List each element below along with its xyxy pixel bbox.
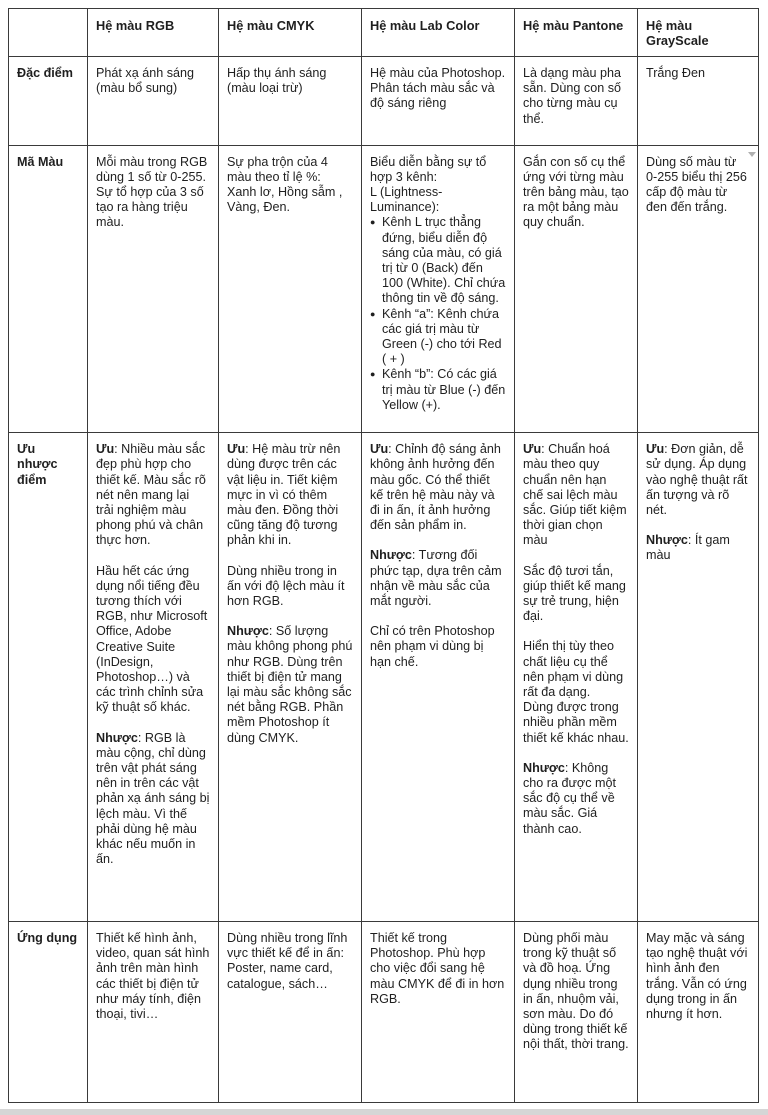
table-row-applications [9, 921, 759, 1102]
cell-paragraph [523, 564, 629, 625]
paragraph-text: Dùng số màu từ 0-255 biểu thị 256 cấp độ màu từ đen đến trắng. [646, 154, 747, 215]
paragraph-text: Dùng phối màu trong kỹ thuật số và đồ hoạ. Ứng dụng nhiều trong in ấn, nhuộm vải, sơn màu. Do đó dùng trong thiết kế nội thất, thời trang. [523, 930, 629, 1052]
paragraph-text: : Ít gam màu [646, 533, 730, 563]
cell-paragraph [646, 533, 750, 563]
cell-paragraph [646, 66, 750, 81]
row-label-features: Đặc điểm [9, 57, 88, 146]
cell-paragraph [370, 155, 506, 185]
cell-paragraph [227, 564, 353, 610]
cell-paragraph [227, 624, 353, 746]
cell-paragraph [96, 442, 210, 548]
paragraph-text: : RGB là màu cộng, chỉ dùng trên vật phát sáng nên in trên các vật phản xạ ánh sáng bị lệch màu. Vì thế phải dùng hệ màu khác nếu muốn in ấn. [96, 730, 210, 867]
paragraph-text: Gắn con số cụ thể ứng với từng màu trên bảng màu, tạo ra một bảng màu quy chuẩn. [523, 154, 629, 230]
cell-paragraph [523, 931, 629, 1053]
label-strong: Ưu [96, 442, 115, 457]
cell-color-code-grayscale [638, 145, 759, 433]
cell-paragraph [227, 442, 353, 548]
paragraph-text-continued: Dùng được trong nhiều phần mềm thiết kế khác nhau. [523, 700, 629, 745]
cell-applications-pantone [515, 921, 638, 1102]
paragraph-text: Hệ màu của Photoshop. Phân tách màu sắc và độ sáng riêng [370, 66, 506, 111]
bullet-item: ● Kênh “b”: Có các giá trị màu từ Blue (-) đến Yellow (+). [370, 367, 506, 413]
cell-features-cmyk [219, 57, 362, 146]
cell-paragraph [370, 624, 506, 670]
cell-color-code-lab-color [362, 145, 515, 433]
cell-paragraph [370, 442, 506, 533]
cell-paragraph [370, 931, 506, 1007]
cell-paragraph [96, 731, 210, 868]
cell-pros-cons-pantone [515, 433, 638, 922]
header-pantone: Hệ màu Pantone [515, 9, 638, 57]
cell-paragraph [96, 155, 210, 231]
label-strong: Nhược [227, 624, 269, 639]
cell-pros-cons-rgb [88, 433, 219, 922]
header-lab-color: Hệ màu Lab Color [362, 9, 515, 57]
label-strong: Nhược [523, 760, 565, 775]
label-strong: Nhược [370, 548, 412, 563]
row-label-color-code: Mã Màu [9, 145, 88, 433]
cell-paragraph [646, 442, 750, 518]
label-strong: Nhược [646, 533, 688, 548]
cell-color-code-rgb [88, 145, 219, 433]
header-row [9, 9, 759, 57]
paragraph-text: Hấp thụ ánh sáng (màu loại trừ) [227, 66, 327, 96]
paragraph-text: Sắc độ tươi tắn, giúp thiết kế mang sự trẻ trung, hiện đại. [523, 563, 626, 624]
cell-applications-grayscale [638, 921, 759, 1102]
label-strong: Nhược [96, 730, 138, 745]
header-corner [9, 9, 88, 57]
header-grayscale: Hệ màu GrayScale [638, 9, 759, 57]
bullet-item: ● Kênh L trục thẳng đứng, biểu diễn độ sáng của màu, có giá trị từ 0 (Back) đến 100 (White). Chỉ chứa thông tin về độ sáng. [370, 215, 506, 306]
cell-paragraph [523, 66, 629, 127]
paragraph-text: Thiết kế trong Photoshop. Phù hợp cho việc đổi sang hệ màu CMYK để đi in hơn RGB. [370, 930, 505, 1006]
cell-applications-lab-color [362, 921, 515, 1102]
paragraph-text: Biểu diễn bằng sự tổ hợp 3 kênh: [370, 154, 487, 184]
paragraph-text: Hiển thị tùy theo chất liệu cụ thể nên phạm vi dùng rất đa dạng. [523, 639, 624, 699]
cell-pros-cons-grayscale [638, 433, 759, 922]
paragraph-text: Mỗi màu trong RGB dùng 1 số từ 0-255. Sự tổ hợp của 3 số tạo ra hàng triệu màu. [96, 154, 208, 230]
cell-paragraph [370, 66, 506, 112]
cell-features-grayscale [638, 57, 759, 146]
cell-paragraph [523, 155, 629, 231]
cell-paragraph [96, 66, 210, 96]
header-cmyk: Hệ màu CMYK [219, 9, 362, 57]
paragraph-text: Thiết kế hình ảnh, video, quan sát hình ảnh trên màn hình các thiết bị điện tử như máy tính, điện thoại, tivi… [96, 930, 210, 1021]
table-row-pros-cons [9, 433, 759, 922]
paragraph-text: L (Lightness-Luminance): [370, 184, 443, 215]
paragraph-text: Phát xạ ánh sáng (màu bổ sung) [96, 66, 195, 96]
label-strong: Ưu [370, 442, 389, 457]
paragraph-text: : Chỉnh độ sáng ảnh không ảnh hưởng đến màu gốc. Có thể thiết kế trên hệ màu này và đi in ấn, ít ảnh hưởng đến sản phẩm in. [370, 442, 501, 533]
header-rgb: Hệ màu RGB [88, 9, 219, 57]
cell-applications-rgb [88, 921, 219, 1102]
paragraph-text: : Đơn giản, dễ sử dụng. Áp dụng vào nghệ thuật rất ấn tượng và rõ nét. [646, 442, 748, 517]
cell-paragraph [227, 155, 353, 216]
cell-dropdown-arrow-icon[interactable] [748, 152, 756, 157]
row-label-pros-cons: Ưu nhược điểm [9, 433, 88, 922]
cell-pros-cons-cmyk [219, 433, 362, 922]
paragraph-text: : Tương đối phức tạp, dựa trên cảm nhận về màu sắc của mắt người. [370, 548, 502, 608]
cell-paragraph [646, 931, 750, 1022]
bullet-item: ● Kênh “a”: Kênh chứa các giá trị màu từ Green (-) cho tới Red ( + ) [370, 307, 506, 368]
cell-paragraph [96, 564, 210, 716]
cell-pros-cons-lab-color [362, 433, 515, 922]
cell-paragraph [523, 761, 629, 837]
color-model-comparison-table [8, 8, 759, 1103]
bottom-scrollbar-edge [0, 1109, 768, 1115]
paragraph-text: Sự pha trộn của 4 màu theo tỉ lệ %: Xanh lơ, Hồng sẫm , Vàng, Đen. [227, 154, 343, 215]
table-row-color-code [9, 145, 759, 433]
cell-features-rgb [88, 57, 219, 146]
cell-features-lab-color [362, 57, 515, 146]
paragraph-text: : Số lượng màu không phong phú như RGB. Dùng trên thiết bị điện tử mang lại màu sắc không sắc nét bằng RGB. Phần mềm Photoshop ít dùng CMYK. [227, 624, 353, 745]
label-strong: Ưu [646, 442, 665, 457]
paragraph-text: Chỉ có trên Photoshop nên phạm vi dùng bị hạn chế. [370, 624, 495, 669]
cell-color-code-cmyk [219, 145, 362, 433]
label-strong: Ưu [227, 442, 246, 457]
paragraph-text: Là dạng màu pha sẵn. Dùng con số cho từng màu cụ thể. [523, 66, 622, 126]
cell-paragraph [523, 639, 629, 745]
cell-paragraph [227, 931, 353, 992]
paragraph-text: Trắng Đen [646, 66, 706, 80]
cell-paragraph [227, 66, 353, 96]
bullet-list [370, 215, 506, 413]
paragraph-text: : Nhiều màu sắc đẹp phù hợp cho thiết kế. Màu sắc rõ nét nên mang lại trải nghiệm màu phong phú và chân thực hơn. [96, 442, 206, 548]
cell-color-code-pantone [515, 145, 638, 433]
cell-features-pantone [515, 57, 638, 146]
row-label-applications: Ứng dụng [9, 921, 88, 1102]
cell-paragraph [370, 185, 506, 215]
cell-paragraph [523, 442, 629, 548]
cell-paragraph [646, 155, 750, 216]
table-row-features [9, 57, 759, 146]
paragraph-text: Hầu hết các ứng dụng nổi tiếng đều tương thích với RGB, như Microsoft Office, Adobe Creative Suite (InDesign, Photoshop…) và các trình chỉnh sửa kỹ thuật số khác. [96, 563, 208, 715]
paragraph-text: : Hệ màu trừ nên dùng được trên các vật liệu in. Tiết kiệm mực in vì có thêm màu đen. Đồng thời cũng tăng độ tương phản khi in. [227, 442, 341, 548]
paragraph-text: Dùng nhiều trong lĩnh vực thiết kế để in ấn: Poster, name card, catalogue, sách… [227, 930, 348, 991]
cell-applications-cmyk [219, 921, 362, 1102]
cell-paragraph [96, 931, 210, 1022]
cell-paragraph [370, 548, 506, 609]
label-strong: Ưu [523, 442, 542, 457]
paragraph-text: May mặc và sáng tạo nghệ thuật với hình ảnh đen trắng. Vẫn có ứng dụng trong in ấn nhưng ít hơn. [646, 930, 748, 1021]
paragraph-text: : Chuẩn hoá màu theo quy chuẩn nên hạn chế sai lệch màu sắc. Giúp tiết kiệm thời gian chọn màu [523, 442, 627, 548]
paragraph-text: : Không cho ra được một sắc độ cụ thể về màu sắc. Giá thành cao. [523, 760, 616, 836]
paragraph-text: Dùng nhiều trong in ấn với độ lệch màu ít hơn RGB. [227, 563, 345, 608]
